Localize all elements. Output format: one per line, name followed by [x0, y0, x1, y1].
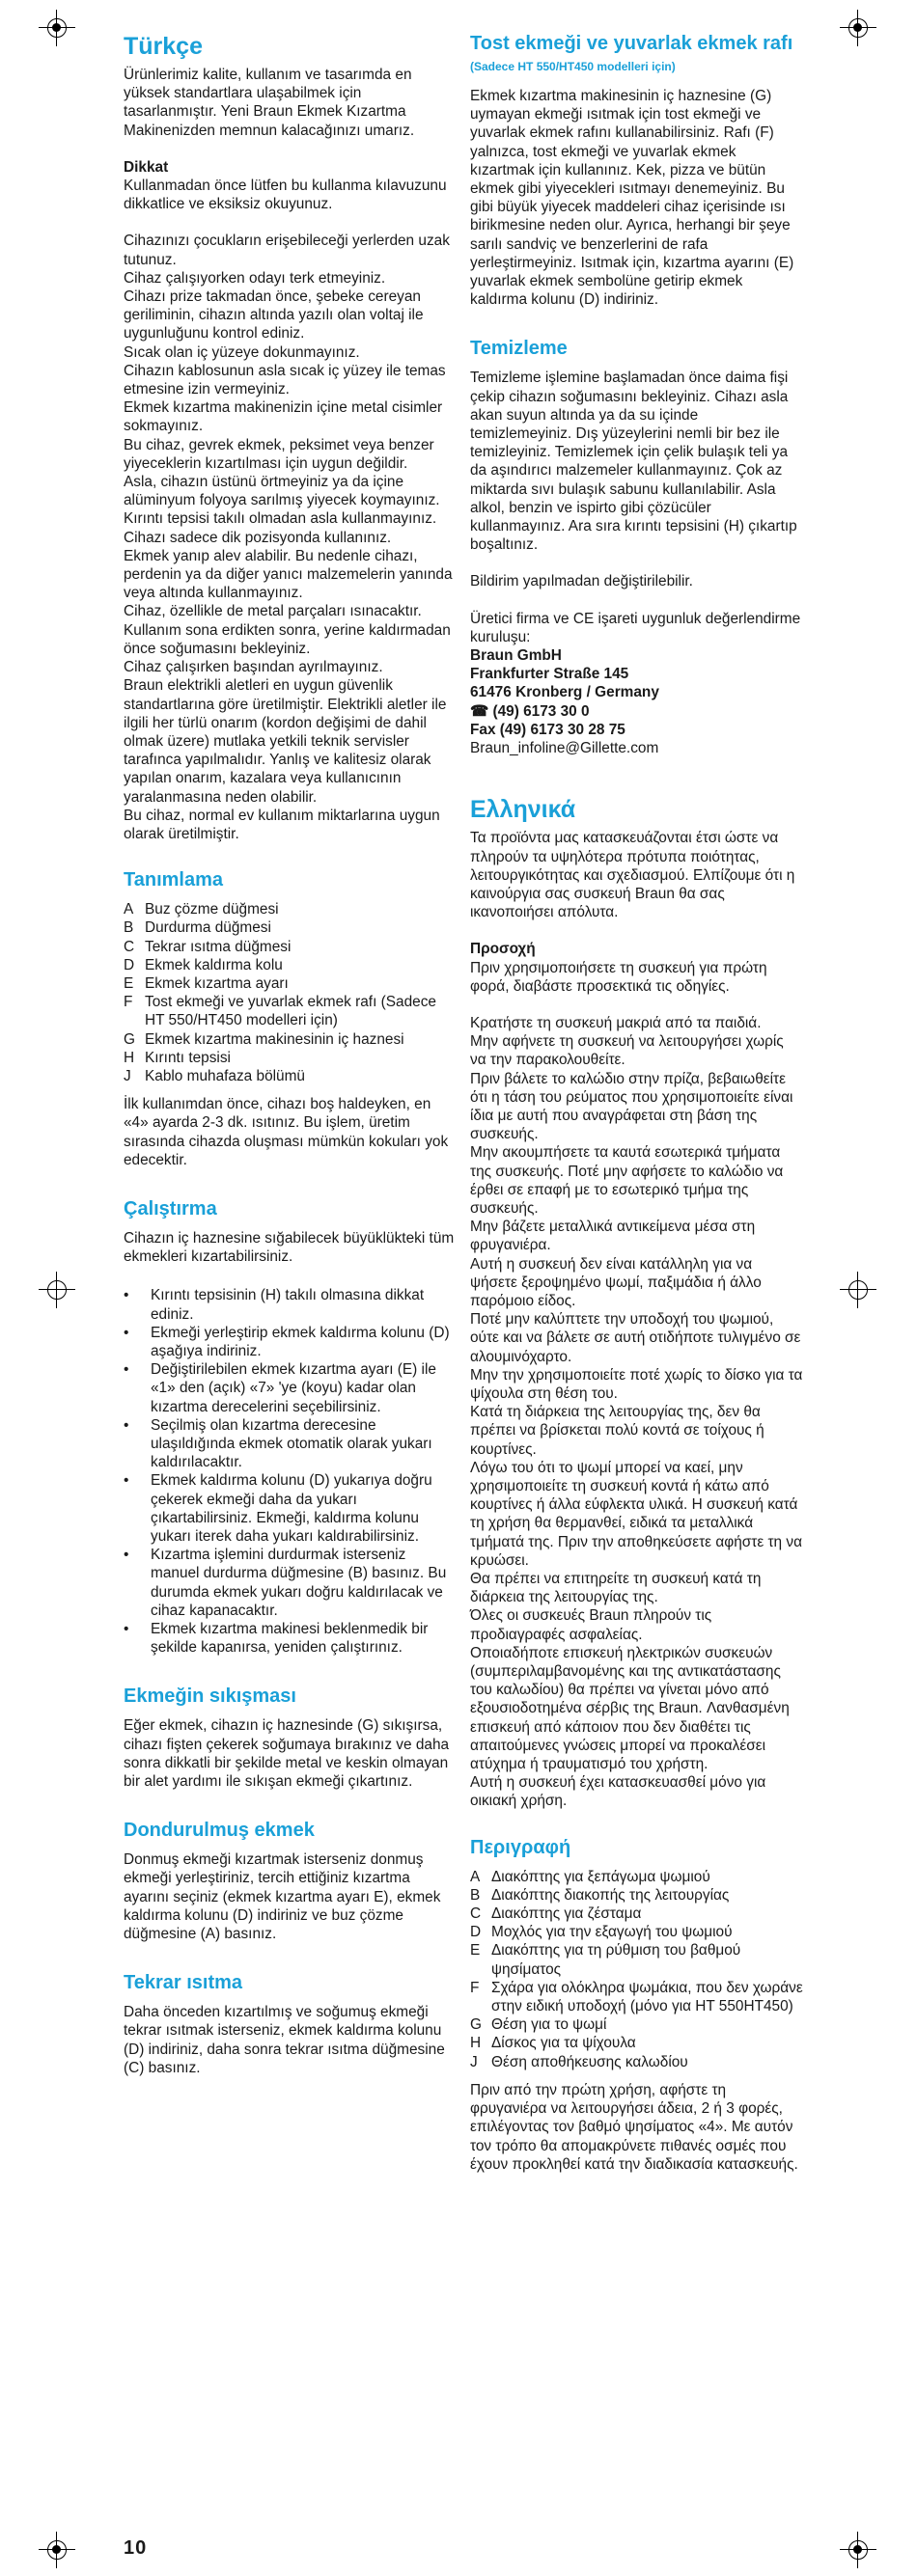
perigrafi-item-text: Θέση για το ψωμί	[491, 2016, 607, 2034]
tanimlama-item-text: Ekmek kızartma makinesinin iç haznesi	[145, 1030, 404, 1048]
perigrafi-item-text: Θέση αποθήκευσης καλωδίου	[491, 2053, 688, 2070]
tanimlama-item-text: Tekrar ısıtma düğmesi	[145, 938, 292, 955]
perigrafi-item-key: G	[470, 2016, 482, 2034]
raf-title-main: Tost ekmeği ve yuvarlak ekmek rafı	[470, 33, 793, 54]
calistirma-step: • Değiştirilebilen ekmek kızartma ayarı (E) ile «1» den (açık) «7» 'ye (koyu) kadar olan kızartma derecelerini seçebilirsiniz.	[124, 1360, 457, 1416]
address-city: 61476 Kronberg / Germany	[470, 684, 659, 701]
tanimlama-item-text: Durdurma düğmesi	[145, 919, 271, 937]
turkce-column	[124, 33, 457, 2077]
tanimlama-item	[124, 956, 457, 974]
tanimlama-item	[124, 918, 457, 937]
manufacturer-address	[470, 646, 803, 757]
address-phone: ☎ (49) 6173 30 0	[470, 702, 590, 720]
tanimlama-item-text: Buz çözme düğmesi	[145, 901, 279, 918]
perigrafi-item	[470, 1868, 803, 1886]
tanimlama-item-key: G	[124, 1030, 135, 1048]
tanimlama-item	[124, 1049, 457, 1067]
address-company: Braun GmbH	[470, 647, 562, 665]
crop-mark-top-right	[844, 14, 873, 42]
crop-mark-mid-left	[42, 1275, 71, 1304]
perigrafi-item-key: F	[470, 1979, 480, 1996]
dikkat-heading: Dikkat	[124, 158, 169, 176]
crop-mark-bottom-left	[42, 2535, 71, 2564]
perigrafi-item-text: Διακόπτης διακοπής της λειτουργίας	[491, 1886, 730, 1904]
perigrafi-item	[470, 1886, 803, 1905]
calistirma-steps	[124, 1286, 457, 1657]
crop-mark-top-left	[42, 14, 71, 42]
tanimlama-item-key: A	[124, 901, 134, 918]
temizleme-text: Temizleme işlemine başlamadan önce daima fişi çekip cihazın soğumasını bekleyiniz. Cihazı asla akan suyun altında ya da su içinde temizlemeyiniz. Dış yüzeylerini nemli bir bez ile temizleyiniz. Temizlemek için çelik bulaşık teli ya da aşındırıcı malzemeler kullanmayınız. Çok az miktarda sıvı bulaşık sabunu kullanılabilir. Asla alkol, benzin ve ispirto gibi çözücüler kullanmayınız. Ara sıra kırıntı tepsisini (H) çıkartıp boşaltınız.	[470, 370, 797, 554]
raf-text: Ekmek kızartma makinesinin iç haznesine (G) uymayan ekmeği ısıtmak için tost ekmeği ve yuvarlak ekmek rafını kullanabilirsiniz. Rafı (F) yalnızca, tost ekmeği ve yuvarlak ekmek kızartmak için kullanınız. Kek, pizza ve bütün ekmek gibi yiyecekleri ısıtmayı denemeyiniz. Bu gibi büyük yiyecek maddeleri cihaz içerisinde ısı birikmesine neden olur. Ayrıca, herhangi bir şeye sarılı sandviç ve benzerlerini de rafa yerleştirmeyiniz. Isıtmak için, kızartma ayarını (E) yuvarlak ekmek sembolüne getirip ekmek kaldırma kolunu (D) indiriniz.	[470, 88, 794, 309]
dondurulmus-title: Dondurulmuş ekmek	[124, 1820, 315, 1842]
ellinika-intro: Τα προϊόντα μας κατασκευάζονται έτσι ώστε να πληρούν τα υψηλότερα πρότυπα ποιότητας, λειτουργικότητας και σχεδιασμού. Ελπίζουμε ότι η καινούργια σας συσκευή Braun θα σας ικανοποιήσει απόλυτα.	[470, 830, 795, 921]
prosoxi-text: Πριν χρησιμοποιήσετε τη συσκευή για πρώτη φορά, διαβάστε προσεκτικά τις οδηγίες.	[470, 959, 767, 995]
tanimlama-title: Tanımlama	[124, 869, 223, 891]
tanimlama-item	[124, 974, 457, 993]
address-street: Frankfurter Straße 145	[470, 666, 629, 683]
calistirma-step: • Ekmek kızartma makinesi beklenmedik bir şekilde kapanırsa, yeniden çalıştırınız.	[124, 1620, 457, 1657]
address-email: Braun_infoline@Gillette.com	[470, 740, 659, 757]
perigrafi-list	[470, 1868, 803, 2071]
address-fax: Fax (49) 6173 30 28 75	[470, 721, 625, 738]
perigrafi-item	[470, 2034, 803, 2052]
calistirma-title: Çalıştırma	[124, 1197, 217, 1219]
ce-text: Üretici firma ve CE işareti uygunluk değerlendirme kuruluşu:	[470, 610, 801, 645]
tanimlama-item-key: J	[124, 1067, 131, 1084]
perigrafi-item-key: H	[470, 2035, 482, 2052]
notice-text: Bildirim yapılmadan değiştirilebilir.	[470, 573, 693, 590]
tanimlama-item-key: D	[124, 956, 135, 973]
tanimlama-item-text: Ekmek kaldırma kolu	[145, 956, 283, 973]
crop-mark-mid-right	[844, 1275, 873, 1304]
calistirma-step: • Ekmek kaldırma kolunu (D) yukarıya doğru çekerek ekmeği daha da yukarı çıkartabilirsiniz. Ekmeği, kaldırma kolunu yukarı iterek daha yukarı kaldırabilirsiniz.	[124, 1471, 457, 1546]
tanimlama-item-text: Kablo muhafaza bölümü	[145, 1067, 305, 1084]
tanimlama-item-key: C	[124, 938, 135, 955]
page-number: 10	[124, 2537, 148, 2559]
tanimlama-item-text: Ekmek kızartma ayarı	[145, 974, 289, 992]
tanimlama-item-text: Kırıntı tepsisi	[145, 1049, 231, 1066]
turkce-first-use: İlk kullanımdan önce, cihazı boş haldeyken, en «4» ayarda 2-3 dk. ısıtınız. Bu işlem, üretim sırasında cihazda oluşması mümkün kokuları yok edecektir.	[124, 1096, 449, 1168]
perigrafi-item-text: Διακόπτης για ζέσταμα	[491, 1905, 642, 1923]
ellinika-title: Ελληνικά	[470, 796, 576, 824]
perigrafi-item	[470, 1941, 803, 1978]
perigrafi-item-text: Μοχλός για την εξαγωγή του ψωμιού	[491, 1924, 733, 1941]
perigrafi-item-key: A	[470, 1868, 481, 1885]
perigrafi-item	[470, 1979, 803, 2015]
perigrafi-item	[470, 2015, 803, 2034]
tanimlama-item-key: F	[124, 994, 133, 1011]
perigrafi-item-text: Σχάρα για ολόκληρα ψωμάκια, που δεν χωράνε στην ειδική υποδοχή (μόνο για HT 550HT450)	[491, 1979, 803, 2015]
perigrafi-item-key: B	[470, 1886, 481, 1904]
tanimlama-item-key: B	[124, 919, 134, 937]
calistirma-step: • Ekmeği yerleştirip ekmek kaldırma kolunu (D) aşağıya indiriniz.	[124, 1324, 457, 1360]
perigrafi-item-key: E	[470, 1942, 481, 1959]
tekrar-text: Daha önceden kızartılmış ve soğumuş ekmeği tekrar ısıtmak isterseniz, ekmek kaldırma kolunu (D) indiriniz, daha sonra tekrar ısıtma düğmesine (C) basınız.	[124, 2004, 445, 2076]
perigrafi-title: Περιγραφή	[470, 1836, 571, 1858]
dikkat-text: Kullanmadan önce lütfen bu kullanma kılavuzunu dikkatlice ve eksiksiz okuyunuz.	[124, 178, 447, 213]
turkce-safety-text: Cihazınızı çocukların erişebileceği yerlerden uzak tutunuz. Cihaz çalışıyorken odayı terk etmeyiniz. Cihazı prize takmadan önce, şebeke cereyan geriliminin, cihazın altında yazılı olan voltaj ile uygunluğunu kontrol ediniz. Sıcak olan iç yüzeye dokunmayınız. Cihazın kablosunun asla sıcak iç yüzey ile temas etmesine izin vermeyiniz. Ekmek kızartma makinenizin içine metal cisimler sokmayınız. Bu cihaz, gevrek ekmek, peksimet veya benzer yiyeceklerin kızartılması için uygun değildir. Asla, cihazın üstünü örtmeyiniz ya da içine alüminyum folyoya sarılmış yiyecek koymayınız. Kırıntı tepsisi takılı olmadan asla kullanmayınız. Cihazı sadece dik pozisyonda kullanınız. Ekmek yanıp alev alabilir. Bu nedenle cihazı, perdenin ya da diğer yanıcı malzemelerin yanında veya altında kullanmayınız. Cihaz, özellikle de metal parçaları ısınacaktır. Kullanım sona erdikten sonra, yerine kaldırmadan önce soğumasını bekleyiniz. Cihaz çalışırken başından ayrılmayınız. Braun elektrikli aletleri en uygun güvenlik standartlarına göre üretilmiştir. Elektrikli aletler ile ilgili her türlü onarım (kordon değişimi de dahil olmak üzere) mutlaka yetkili teknik servisler tarafınca yapılmalıdır. Yanlış ve kalitesiz olarak yapılan onarım, kazalara veya kullanıcının yaralanmasına neden olabilir. Bu cihaz, normal ev kullanım miktarlarına uygun olarak üretilmiştir.	[124, 233, 453, 842]
calistirma-step: • Kırıntı tepsisinin (H) takılı olmasına dikkat ediniz.	[124, 1286, 457, 1323]
raf-title-sub: (Sadece HT 550/HT450 modelleri için)	[470, 60, 676, 73]
perigrafi-item-text: Διακόπτης για ξεπάγωμα ψωμιού	[491, 1868, 710, 1885]
perigrafi-item-key: D	[470, 1924, 482, 1941]
turkce-title: Türkçe	[124, 33, 203, 60]
perigrafi-item-key: C	[470, 1905, 482, 1923]
sikismasi-text: Eğer ekmek, cihazın iç haznesinde (G) sıkışırsa, cihazı fişten çekerek soğumaya bırakınız ve daha sonra dikkatli bir şekilde metal ve keskin olmayan bir alet yardımı ile sıkışan ekmeği çıkartınız.	[124, 1717, 450, 1791]
temizleme-title: Temizleme	[470, 338, 568, 360]
tanimlama-item	[124, 938, 457, 956]
dondurulmus-text: Donmuş ekmeği kızartmak isterseniz donmuş ekmeği yerleştiriniz, tercih ettiğiniz kızartma ayarını seçiniz (ekmek kızartma ayarı E), ekmek kaldırma kolunu (D) indiriniz ve buz çözme düğmesine (A) basınız.	[124, 1851, 441, 1943]
calistirma-intro: Cihazın iç haznesine sığabilecek büyüklükteki tüm ekmekleri kızartabilirsiniz.	[124, 1229, 455, 1266]
calistirma-step: • Kızartma işlemini durdurmak isterseniz manuel durdurma düğmesine (B) basınız. Bu durumda ekmek yukarı doğru kaldırılacak ve cihaz kapanacaktır.	[124, 1546, 457, 1620]
prosoxi-heading: Προσοχή	[470, 941, 536, 958]
tanimlama-item	[124, 1030, 457, 1049]
perigrafi-item-key: J	[470, 2053, 478, 2070]
right-column	[470, 33, 803, 2174]
crop-mark-bottom-right	[844, 2535, 873, 2564]
sikismasi-title: Ekmeğin sıkışması	[124, 1685, 296, 1708]
tekrar-title: Tekrar ısıtma	[124, 1972, 243, 1994]
tanimlama-item	[124, 993, 457, 1029]
ellinika-safety-text: Κρατήστε τη συσκευή μακριά από τα παιδιά. Μην αφήνετε τη συσκευή να λειτουργήσει χωρίς να την παρακολουθείτε. Πριν βάλετε το καλώδιο στην πρίζα, βεβαιωθείτε ότι η τάση του ρεύματος που χρησιμοποιείτε είναι ίδια με αυτή που αναγράφεται στη βάση της συσκευής. Μην ακουμπήσετε τα καυτά εσωτερικά τμήματα της συσκευής. Ποτέ μην αφήσετε το καλώδιο να έρθει σε επαφή με το εσωτερικό τμήμα της συσκευής. Μην βάζετε μεταλλικά αντικείμενα μέσα στη φρυγανιέρα. Αυτή η συσκευή δεν είναι κατάλληλη για να ψήσετε ξεροψημένο ψωμί, παξιμάδια ή άλλο παρόμοιο είδος. Ποτέ μην καλύπτετε την υποδοχή του ψωμιού, ούτε και να βάλετε σε αυτή οτιδήποτε τυλιγμένο σε αλουμινόχαρτο. Μην την χρησιμοποιείτε ποτέ χωρίς το δίσκο για τα ψίχουλα στη θέση του. Κατά τη διάρκεια της λειτουργίας της, δεν θα πρέπει να βρίσκεται πολύ κοντά σε τοίχους ή κουρτίνες. Λόγω του ότι το ψωμί μπορεί να καεί, μην χρησιμοποιείτε τη συσκευή κοντά ή κάτω από κουρτίνες ή άλλα εύφλεκτα υλικά. Η συσκευή κατά τη χρήση θα θερμανθεί, ειδικά τα μεταλλικά τμήματά της. Πριν την αποθηκεύσετε αφήστε τη να κρυώσει. Θα πρέπει να επιτηρείτε τη συσκευή κατά τη διάρκεια της λειτουργίας της. Όλες οι συσκευές Braun πληρούν τις προδιαγραφές ασφαλείας. Οποιαδήποτε επισκευή ηλεκτρικών συσκευών (συμπεριλαμβανομένης και της αντικατάστασης του καλωδίου) θα πρέπει να γίνεται μόνο από εξουσιοδοτημένα σέρβις της Braun. Λανθασμένη επισκευή από κάποιον που δεν διαθέτει τις απαιτούμενες γνώσεις μπορεί να προκαλέσει ατύχημα ή τραυματισμό του χρήστη. Αυτή η συσκευή έχει κατασκευασθεί μόνο για οικιακή χρήση.	[470, 1014, 803, 1810]
tanimlama-item	[124, 1067, 457, 1085]
perigrafi-item	[470, 1923, 803, 1941]
tanimlama-item	[124, 900, 457, 918]
perigrafi-item-text: Δίσκος για τα ψίχουλα	[491, 2035, 636, 2052]
turkce-intro: Ürünlerimiz kalite, kullanım ve tasarımda en yüksek standartlara ulaşabilmek için tasarlanmıştır. Yeni Braun Ekmek Kızartma Makinenizden memnun kalacağınızı umarız.	[124, 67, 415, 139]
perigrafi-item-text: Διακόπτης για τη ρύθμιση του βαθμού ψησίματος	[491, 1942, 741, 1978]
perigrafi-item	[470, 2053, 803, 2071]
calistirma-step: • Seçilmiş olan kızartma derecesine ulaşıldığında ekmek otomatik olarak yukarı kaldırılacaktır.	[124, 1416, 457, 1472]
tanimlama-item-key: H	[124, 1049, 135, 1066]
tanimlama-item-key: E	[124, 974, 134, 992]
perigrafi-item	[470, 1905, 803, 1923]
tanimlama-item-text: Tost ekmeği ve yuvarlak ekmek rafı (Sadece HT 550/HT450 modelleri için)	[145, 994, 436, 1029]
raf-title	[470, 33, 803, 77]
tanimlama-list	[124, 900, 457, 1085]
ellinika-first-use: Πριν από την πρώτη χρήση, αφήστε τη φρυγανιέρα να λειτουργήσει άδεια, 2 ή 3 φορές, επιλέγοντας τον βαθμό ψησίματος «4». Με αυτόν τον τρόπο θα απομακρύνετε πιθανές οσμές που έχουν προκληθεί κατά την διαδικασία κατασκευής.	[470, 2081, 798, 2173]
